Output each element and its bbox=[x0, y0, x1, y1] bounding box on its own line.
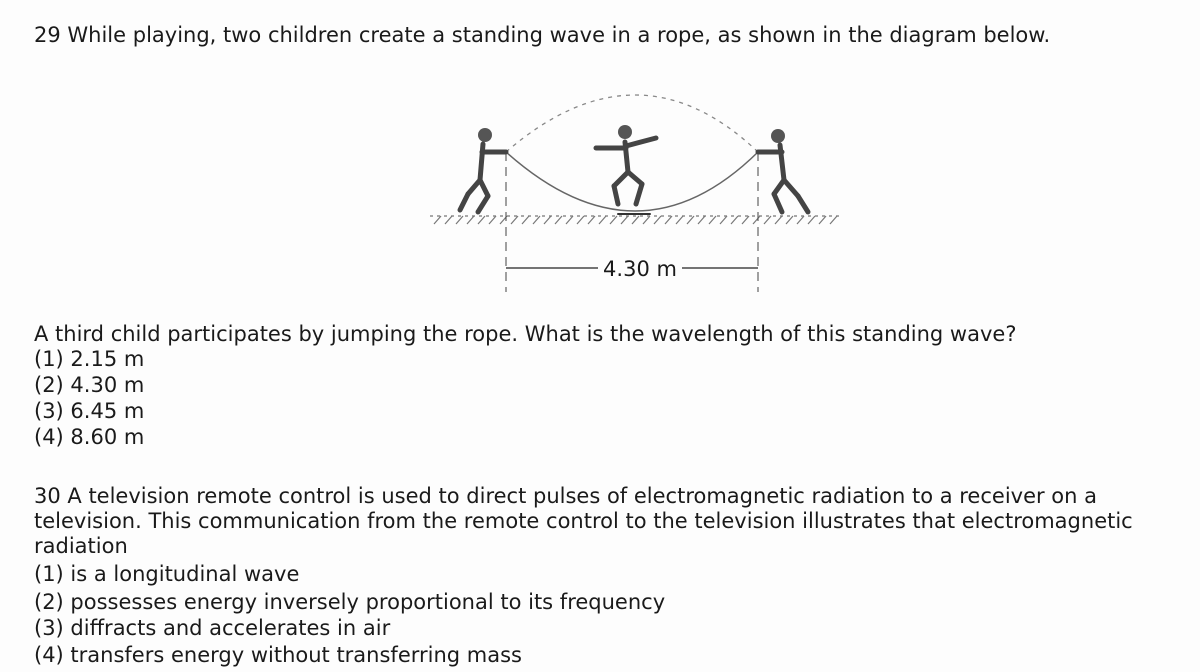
question-30-option-3[interactable]: (3) diffracts and accelerates in air bbox=[34, 616, 391, 640]
ground-hatch-mark bbox=[698, 216, 705, 224]
question-30-stem: 30 A television remote control is used to direct pulses of electromagnetic radiation to a receiver on a television. This communication from the remote control to the television illustrates that electromagnetic radiation bbox=[34, 484, 1133, 558]
right-child-figure bbox=[758, 129, 808, 212]
ground-hatch-mark bbox=[544, 216, 551, 224]
ground-hatch-mark bbox=[610, 216, 617, 224]
question-29-follow-up: A third child participates by jumping the rope. What is the wavelength of this standing wave? bbox=[34, 322, 1017, 346]
ground-hatch-mark bbox=[665, 216, 672, 224]
ground-hatch-mark bbox=[687, 216, 694, 224]
ground-hatch-mark bbox=[709, 216, 716, 224]
ground-hatch-mark bbox=[555, 216, 562, 224]
ground-hatch-mark bbox=[533, 216, 540, 224]
ground-hatch-mark bbox=[577, 216, 584, 224]
ground-hatch-mark bbox=[676, 216, 683, 224]
rope-solid-lower bbox=[506, 152, 758, 211]
left-child-figure bbox=[460, 128, 506, 212]
ground-hatch-mark bbox=[588, 216, 595, 224]
ground-hatch-mark bbox=[742, 216, 749, 224]
ground-hatch-mark bbox=[478, 216, 485, 224]
ground-hatch-mark bbox=[819, 216, 826, 224]
ground-hatch-mark bbox=[621, 216, 628, 224]
question-29-option-2[interactable]: (2) 4.30 m bbox=[34, 373, 145, 397]
ground-hatch-mark bbox=[797, 216, 804, 224]
ground-hatch-mark bbox=[731, 216, 738, 224]
ground-hatch-mark bbox=[511, 216, 518, 224]
ground-hatch-mark bbox=[764, 216, 771, 224]
ground-hatch-mark bbox=[830, 216, 837, 224]
measurement-label: 4.30 m bbox=[603, 257, 677, 281]
ground-hatch-mark bbox=[775, 216, 782, 224]
question-29-stem: 29 While playing, two children create a standing wave in a rope, as shown in the diagram below. bbox=[34, 23, 1051, 47]
ground-hatch-mark bbox=[445, 216, 452, 224]
middle-jumping-child-figure bbox=[596, 125, 656, 214]
question-29-option-1[interactable]: (1) 2.15 m bbox=[34, 347, 145, 371]
ground-hatch-mark bbox=[599, 216, 606, 224]
standing-wave-diagram bbox=[420, 80, 860, 300]
ground-hatch-mark bbox=[808, 216, 815, 224]
question-30-option-2[interactable]: (2) possesses energy inversely proportional to its frequency bbox=[34, 590, 666, 614]
question-30-option-4[interactable]: (4) transfers energy without transferring mass bbox=[34, 643, 522, 667]
ground-hatch-mark bbox=[786, 216, 793, 224]
ground-hatch-mark bbox=[489, 216, 496, 224]
ground-hatch-mark bbox=[753, 216, 760, 224]
ground-hatch-mark bbox=[467, 216, 474, 224]
question-29-option-3[interactable]: (3) 6.45 m bbox=[34, 399, 145, 423]
question-30-option-1[interactable]: (1) is a longitudinal wave bbox=[34, 562, 300, 586]
ground bbox=[430, 216, 840, 224]
ground-hatch-mark bbox=[522, 216, 529, 224]
ground-hatch-mark bbox=[456, 216, 463, 224]
ground-hatch-mark bbox=[632, 216, 639, 224]
question-29-option-4[interactable]: (4) 8.60 m bbox=[34, 425, 145, 449]
ground-hatch-mark bbox=[654, 216, 661, 224]
ground-hatch-mark bbox=[643, 216, 650, 224]
ground-hatch-mark bbox=[720, 216, 727, 224]
ground-hatch-mark bbox=[566, 216, 573, 224]
ground-hatch-mark bbox=[434, 216, 441, 224]
